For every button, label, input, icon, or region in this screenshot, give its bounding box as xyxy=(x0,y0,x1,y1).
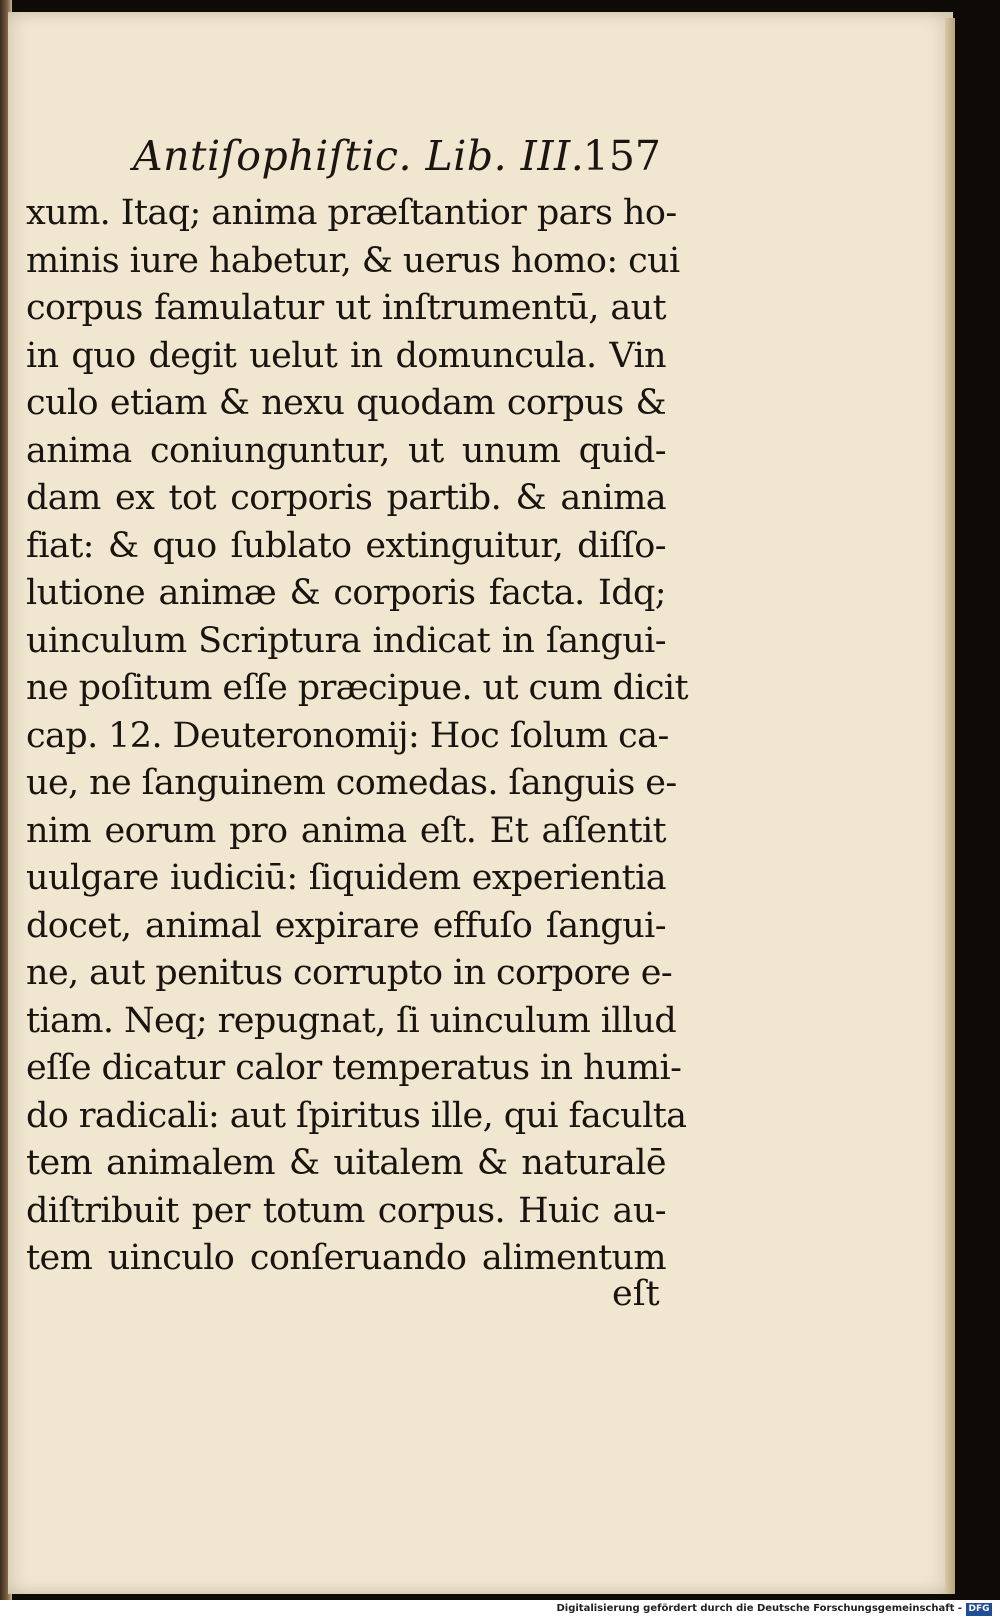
text-line: eſſe dicatur calor temperatus in humi- xyxy=(26,1048,682,1088)
text-line: in quo degit uelut in domuncula. Vin xyxy=(26,335,666,376)
text-line: lutione animæ & corporis facta. Idq; xyxy=(26,573,666,613)
text-line: dam ex tot corporis partib. & anima xyxy=(26,478,666,518)
text-line: fiat: & quo ſublato extinguitur, diſſo- xyxy=(26,525,666,566)
body-text xyxy=(26,190,688,1283)
text-line: cap. 12. Deuteronomij: Hoc ſolum ca- xyxy=(26,715,669,756)
text-line: diſtribuit per totum corpus. Huic au- xyxy=(26,1190,666,1231)
text-line: tem uinculo conſeruando alimentum xyxy=(26,1238,666,1278)
text-line: tem animalem & uitalem & naturalē xyxy=(26,1143,666,1183)
book-page xyxy=(8,12,953,1594)
text-line: anima coniunguntur, ut unum quid- xyxy=(26,430,666,471)
text-line: xum. Itaq; anima præſtantior pars ho- xyxy=(26,193,677,233)
text-line: nim eorum pro anima eſt. Et aſſentit xyxy=(26,810,666,851)
page-edge xyxy=(945,18,955,1594)
text-line: do radicali: aut ſpiritus ille, qui faculta xyxy=(26,1095,687,1136)
text-line: ne poſitum eſſe præcipue. ut cum dicit xyxy=(26,668,688,708)
text-line: uulgare iudiciū: ſiquidem experientia xyxy=(26,858,666,898)
running-head xyxy=(113,132,673,188)
catchword: eſt xyxy=(612,1274,660,1314)
page-number: 157 xyxy=(582,132,661,180)
text-line: tiam. Neq; repugnat, ſi uinculum illud xyxy=(26,1000,677,1041)
text-line: ne, aut penitus corrupto in corpore e- xyxy=(26,953,673,993)
text-line: ue, ne ſanguinem comedas. ſanguis e- xyxy=(26,763,677,803)
funding-credit: Digitalisierung gefördert durch die Deutsche Forschungsgemeinschaft - xyxy=(556,1603,962,1614)
running-title: Antiſophiſtic. Lib. III. xyxy=(133,132,585,180)
text-line: minis iure habetur, & uerus homo: cui xyxy=(26,240,680,281)
text-line: uinculum Scriptura indicat in ſangui- xyxy=(26,620,666,661)
text-line: docet, animal expirare effuſo ſangui- xyxy=(26,905,666,946)
text-line: corpus famulatur ut inſtrumentū, aut xyxy=(26,288,666,328)
dfg-logo: DFG xyxy=(966,1603,992,1616)
text-line: culo etiam & nexu quodam corpus & xyxy=(26,383,666,423)
